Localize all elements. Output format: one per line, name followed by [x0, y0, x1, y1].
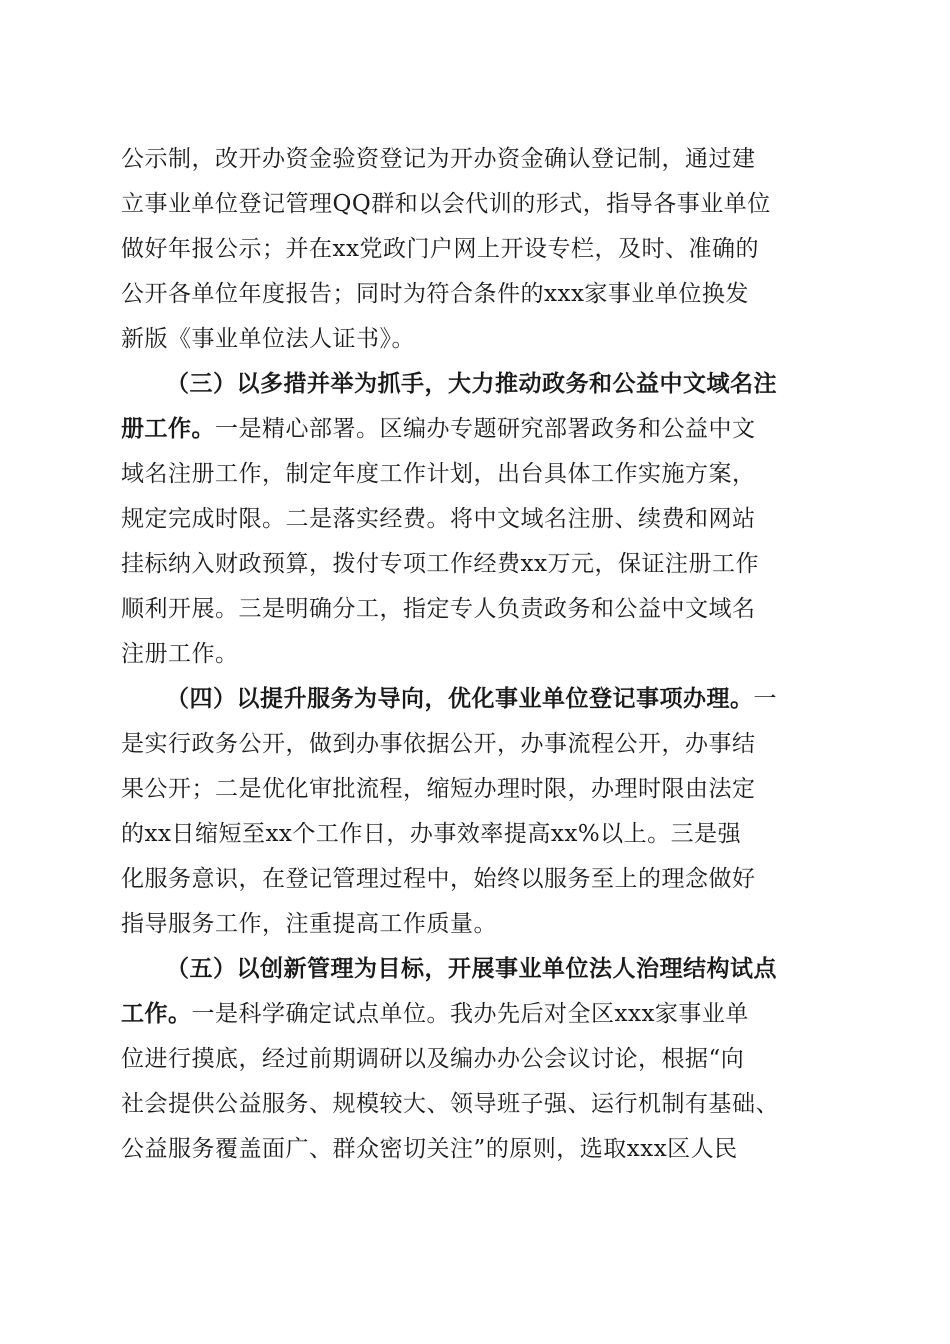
text-line: 公开各单位年度报告；同时为符合条件的xxx家事业单位换发: [121, 281, 749, 307]
section-heading: （四）以提升服务为导向，优化事业单位登记事项办理。: [166, 685, 754, 712]
text-line: 化服务意识，在登记管理过程中，始终以服务至上的理念做好: [121, 866, 756, 892]
text-line: 公益服务覆盖面广、群众密切关注”的原则，选取xxx区人民: [121, 1136, 738, 1162]
text-line: 立事业单位登记管理QQ群和以会代训的形式，指导各事业单位: [121, 191, 771, 217]
text-line: [121, 409, 756, 449]
text-line: 规定完成时限。二是落实经费。将中文域名注册、续费和网站: [121, 506, 756, 532]
text-line-rest: 一是精心部署。区编办专题研究部署政务和公益中文: [215, 416, 756, 442]
text-line: 公示制，改开办资金验资登记为开办资金确认登记制，通过建: [121, 146, 756, 172]
text-line: 注册工作。: [121, 641, 239, 667]
section-heading: （五）以创新管理为目标，开展事业单位法人治理结构试点: [166, 955, 777, 982]
text-line: 域名注册工作，制定年度工作计划，出台具体工作实施方案，: [121, 461, 756, 487]
text-line: 指导服务工作，注重提高工作质量。: [121, 911, 497, 937]
text-line-rest: 一: [753, 686, 777, 712]
text-line: 新版《事业单位法人证书》。: [121, 326, 415, 352]
section-heading-continued: 工作。: [121, 1000, 192, 1027]
text-line: 果公开；二是优化审批流程，缩短办理时限，办理时限由法定: [121, 776, 756, 802]
text-line: 的xx日缩短至xx个工作日，办事效率提高xx%以上。三是强: [121, 821, 742, 847]
text-line: [166, 679, 777, 719]
text-line: 做好年报公示；并在xx党政门户网上开设专栏，及时、准确的: [121, 236, 759, 262]
text-line-rest: 一是科学确定试点单位。我办先后对全区xxx家事业单: [191, 1001, 749, 1027]
text-line: 是实行政务公开，做到办事依据公开，办事流程公开，办事结: [121, 731, 756, 757]
text-line: 位进行摸底，经过前期调研以及编办办公会议讨论，根据“向: [121, 1046, 745, 1072]
section-heading: （三）以多措并举为抓手，大力推动政务和公益中文域名注: [166, 370, 777, 397]
text-line: 顺利开展。三是明确分工，指定专人负责政务和公益中文域名: [121, 596, 756, 622]
text-line: [121, 994, 749, 1034]
text-line: 挂标纳入财政预算，拨付专项工作经费xx万元，保证注册工作: [121, 551, 759, 577]
text-line: 社会提供公益服务、规模较大、领导班子强、运行机制有基础、: [121, 1091, 779, 1117]
section-heading-continued: 册工作。: [121, 415, 215, 442]
